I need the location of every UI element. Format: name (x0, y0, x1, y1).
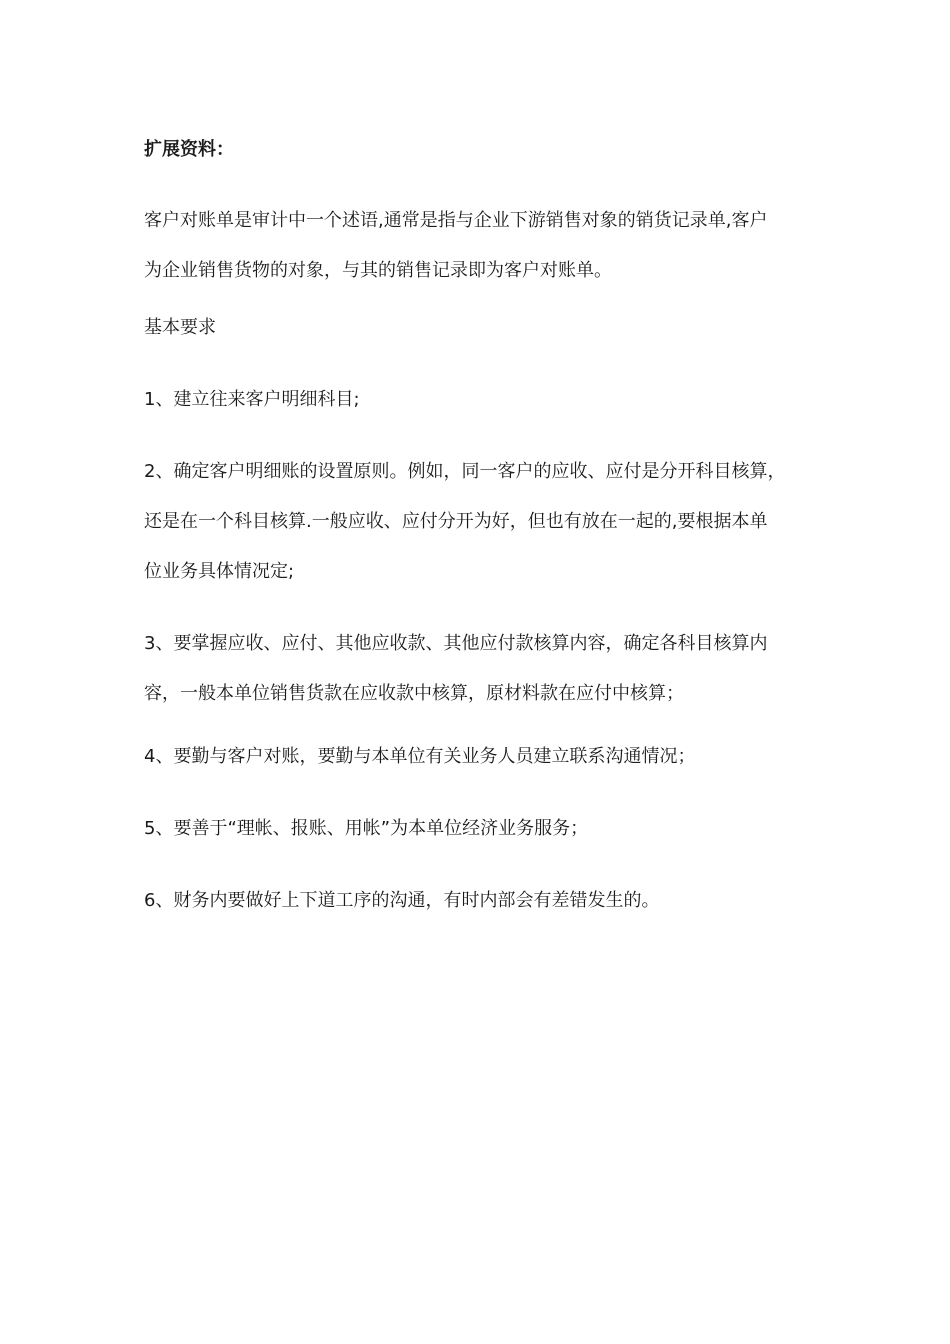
section-title (144, 312, 814, 344)
list-item-2-line-3: 位业务具体情况定; (144, 561, 295, 582)
list-item-1 (144, 384, 814, 416)
intro-paragraph (144, 196, 814, 296)
intro-line-2: 为企业销售货物的对象，与其的销售记录即为客户对账单。 (144, 260, 612, 281)
list-item-6-line-1: 6、财务内要做好上下道工序的沟通，有时内部会有差错发生的。 (144, 890, 660, 911)
list-item-4-line-1: 4、要勤与客户对账，要勤与本单位有关业务人员建立联系沟通情况； (144, 746, 696, 767)
list-item-4 (144, 741, 814, 773)
list-item-5 (144, 813, 814, 845)
list-item-3-line-2: 容，一般本单位销售货款在应收款中核算，原材料款在应付中核算； (144, 683, 684, 704)
document-page (144, 134, 814, 957)
list-item-1-line-1: 1、建立往来客户明细科目; (144, 389, 360, 410)
list-item-2-line-1: 2、确定客户明细账的设置原则。例如，同一客户的应收、应付是分开科目核算， (144, 461, 786, 482)
heading: 扩展资料： (144, 139, 234, 160)
list-item-5-line-1: 5、要善于“理帐、报账、用帐”为本单位经济业务服务； (144, 818, 589, 839)
intro-line-1: 客户对账单是审计中一个述语,通常是指与企业下游销售对象的销货记录单,客户 (144, 210, 768, 231)
section-title-text: 基本要求 (144, 317, 216, 338)
list-item-6 (144, 885, 814, 917)
list-item-2 (144, 447, 814, 597)
list-item-2-line-2: 还是在一个科目核算.一般应收、应付分开为好，但也有放在一起的,要根据本单 (144, 511, 768, 532)
list-item-3-line-1: 3、要掌握应收、应付、其他应收款、其他应付款核算内容，确定各科目核算内 (144, 633, 768, 654)
list-item-3 (144, 619, 814, 719)
